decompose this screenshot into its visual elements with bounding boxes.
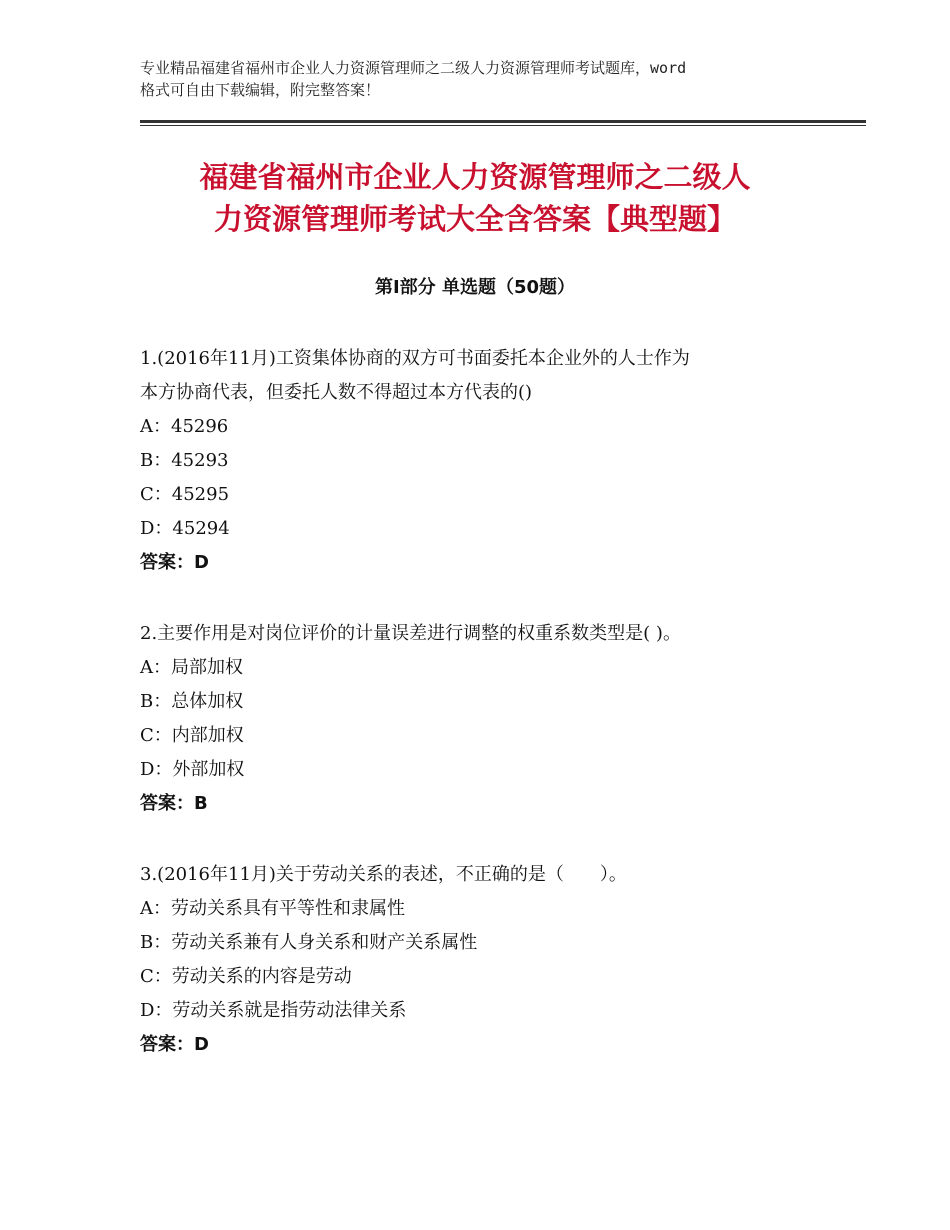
option-c: C：内部加权	[140, 725, 244, 746]
document-title-line2: 力资源管理师考试大全含答案【典型题】	[213, 202, 736, 236]
question-stem-line: 2.主要作用是对岗位评价的计量误差进行调整的权重系数类型是( )。	[140, 623, 681, 644]
question-1	[140, 342, 820, 580]
option-c: C：劳动关系的内容是劳动	[140, 966, 352, 987]
header-note	[140, 57, 840, 101]
answer: 答案：D	[140, 552, 209, 573]
option-d: D：外部加权	[140, 759, 245, 780]
answer: 答案：B	[140, 793, 208, 814]
section-title: 第Ⅰ部分 单选题（50题）	[374, 277, 575, 298]
header-note-line1: 专业精品福建省福州市企业人力资源管理师之二级人力资源管理师考试题库，word	[140, 59, 687, 77]
option-a: A：劳动关系具有平等性和隶属性	[140, 898, 405, 919]
option-b: B：劳动关系兼有人身关系和财产关系属性	[140, 932, 478, 953]
header-divider-thick	[140, 120, 866, 123]
question-stem-line: 本方协商代表，但委托人数不得超过本方代表的()	[140, 382, 533, 403]
option-a: A：45296	[140, 416, 229, 437]
option-b: B：45293	[140, 450, 229, 471]
question-3	[140, 858, 820, 1062]
header-divider-thin	[140, 125, 866, 126]
question-list	[140, 342, 820, 1099]
option-d: D：45294	[140, 518, 230, 539]
answer: 答案：D	[140, 1034, 209, 1055]
option-a: A：局部加权	[140, 657, 243, 678]
option-b: B：总体加权	[140, 691, 244, 712]
question-stem-line: 3.(2016年11月)关于劳动关系的表述，不正确的是（ ）。	[140, 864, 627, 885]
question-stem-line: 1.(2016年11月)工资集体协商的双方可书面委托本企业外的人士作为	[140, 348, 690, 369]
document-title-line1: 福建省福州市企业人力资源管理师之二级人	[199, 160, 751, 194]
document-title	[100, 156, 850, 240]
question-2	[140, 617, 820, 821]
option-c: C：45295	[140, 484, 230, 505]
option-d: D：劳动关系就是指劳动法律关系	[140, 1000, 407, 1021]
header-note-line2: 格式可自由下载编辑，附完整答案！	[140, 81, 381, 99]
